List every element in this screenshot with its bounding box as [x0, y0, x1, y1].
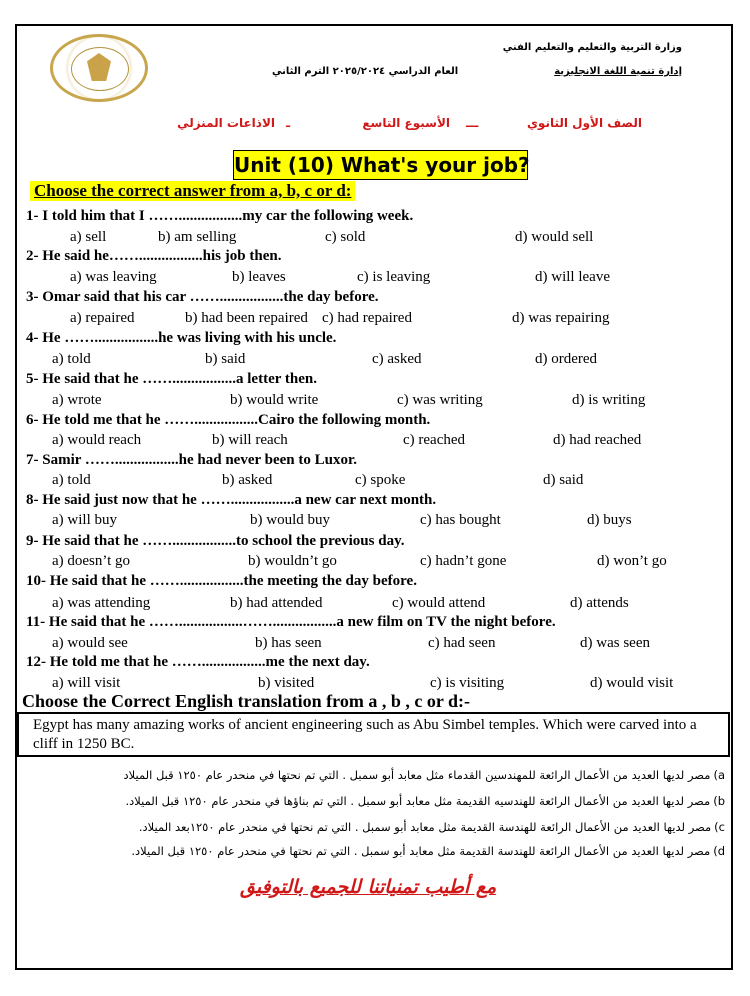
academic-year: العام الدراسي ٢٠٢٥/٢٠٢٤ الترم الثاني [272, 66, 459, 77]
answer-option: c) was writing [397, 392, 483, 408]
answer-option: b) would write [230, 392, 319, 408]
option-letter: b) [713, 794, 725, 808]
answer-option: c) is visiting [430, 675, 505, 691]
ministry-seal-logo [50, 34, 148, 102]
answer-option: c) spoke [355, 472, 406, 488]
option-text: مصر لديها العديد من الأعمال الرائعة للهندسة القديمة مثل معابد أبو سمبل . التي تم نحتها في منحدر عام ١٢٥٠بعد الميلاد. [138, 820, 712, 834]
translation-option [30, 766, 725, 784]
option-text: مصر لديها العديد من الأعمال الرائعة للهندسيه القديمة مثل معابد أبو سمبل . التي تم بناؤها في منحدر عام ١٢٥٠ قبل الميلاد. [125, 794, 711, 808]
answer-option: d) buys [587, 512, 632, 528]
answer-option: b) leaves [232, 269, 286, 285]
question-stem: 4- He …….................he was living with his uncle. [26, 330, 337, 346]
week-label: الأسبوع التاسع [362, 116, 450, 130]
question-stem: 2- He said he…….................his job then. [26, 248, 282, 264]
answer-option: c) sold [325, 229, 366, 245]
answer-option: d) was seen [580, 635, 650, 651]
option-letter: d) [713, 844, 725, 858]
section2-instruction: Choose the Correct English translation from a , b , c or d:- [22, 691, 470, 711]
question-stem: 3- Omar said that his car …….................the day before. [26, 289, 379, 305]
option-text: مصر لديها العديد من الأعمال الرائعة للهندسة القديمة مثل معابد أبو سمبل . التي تم نحتها في منحدر عام ١٢٥٠ قبل الميلاد. [131, 844, 711, 858]
answer-option: b) said [205, 351, 246, 367]
answer-option: d) was repairing [512, 310, 610, 326]
question-stem: 8- He said just now that he …….................a new car next month. [26, 492, 437, 508]
answer-option: d) ordered [535, 351, 598, 367]
answer-option: b) would buy [250, 512, 330, 528]
separator-dash: ـ [286, 116, 291, 130]
translation-option [30, 818, 725, 836]
answer-option: d) had reached [553, 432, 642, 448]
answer-option: c) asked [372, 351, 422, 367]
answer-option: c) had seen [428, 635, 496, 651]
answer-option: a) will visit [52, 675, 121, 691]
answer-option: b) will reach [212, 432, 288, 448]
answer-option: d) would sell [515, 229, 594, 245]
question-stem: 7- Samir …….................he had never been to Luxor. [26, 452, 357, 468]
separator-dash: ـــ [466, 116, 479, 130]
answer-option: d) won’t go [597, 553, 667, 569]
closing-wish: مع أطيب تمنياتنا للجميع بالتوفيق [240, 876, 497, 898]
translation-option [30, 842, 725, 860]
answer-option: a) sell [70, 229, 107, 245]
option-letter: c) [714, 820, 725, 834]
answer-option: c) would attend [392, 595, 486, 611]
answer-option: d) would visit [590, 675, 674, 691]
answer-option: a) would see [52, 635, 128, 651]
department-name: إدارة تنمية اللغة الانجليزية [554, 66, 682, 77]
question-stem: 5- He said that he …….................a letter then. [26, 371, 317, 387]
answer-option: a) told [52, 351, 91, 367]
question-stem: 9- He said that he …….................to school the previous day. [26, 533, 405, 549]
answer-option: b) has seen [255, 635, 322, 651]
option-text: مصر لديها العديد من الأعمال الرائعة للمهندسين القدماء مثل معابد أبو سمبل . التي تم نحتها في منحدر عام ١٢٥٠ قبل الميلاد [123, 768, 711, 782]
broadcast-type-label: الاذاعات المنزلي [177, 116, 275, 130]
answer-option: b) had attended [230, 595, 323, 611]
answer-option: a) doesn’t go [52, 553, 131, 569]
answer-option: a) was leaving [70, 269, 157, 285]
question-stem: 6- He told me that he …….................Cairo the following month. [26, 412, 431, 428]
answer-option: a) was attending [52, 595, 151, 611]
answer-option: a) will buy [52, 512, 117, 528]
answer-option: d) will leave [535, 269, 610, 285]
answer-option: a) told [52, 472, 91, 488]
translation-option [30, 792, 725, 810]
answer-option: a) repaired [70, 310, 135, 326]
question-stem: 12- He told me that he …….................me the next day. [26, 654, 370, 670]
question-stem: 1- I told him that I …….................my car the following week. [26, 208, 414, 224]
section1-instruction: Choose the correct answer from a, b, c or d: [30, 181, 355, 201]
answer-option: b) asked [222, 472, 273, 488]
answer-option: c) had repaired [322, 310, 412, 326]
answer-option: d) attends [570, 595, 629, 611]
answer-option: b) visited [258, 675, 315, 691]
answer-option: b) had been repaired [185, 310, 308, 326]
question-stem: 10- He said that he …….................the meeting the day before. [26, 573, 417, 589]
grade-label: الصف الأول الثانوي [526, 116, 642, 130]
answer-option: d) is writing [572, 392, 646, 408]
unit-title: Unit (10) What's your job? [233, 150, 528, 180]
answer-option: c) has bought [420, 512, 501, 528]
option-letter: a) [713, 768, 725, 782]
answer-option: b) wouldn’t go [248, 553, 337, 569]
answer-option: d) said [543, 472, 584, 488]
answer-option: c) hadn’t gone [420, 553, 507, 569]
question-stem: 11- He said that he …….................…….................a new film on TV the night before. [26, 614, 556, 630]
answer-option: a) wrote [52, 392, 102, 408]
translation-passage: Egypt has many amazing works of ancient engineering such as Abu Simbel temples. Which were carved into a cliff in 1250 BC. [17, 712, 730, 757]
answer-option: c) is leaving [357, 269, 431, 285]
answer-option: a) would reach [52, 432, 142, 448]
answer-option: c) reached [403, 432, 466, 448]
ministry-name: وزارة التربية والتعليم والتعليم الفني [502, 42, 682, 53]
answer-option: b) am selling [158, 229, 237, 245]
